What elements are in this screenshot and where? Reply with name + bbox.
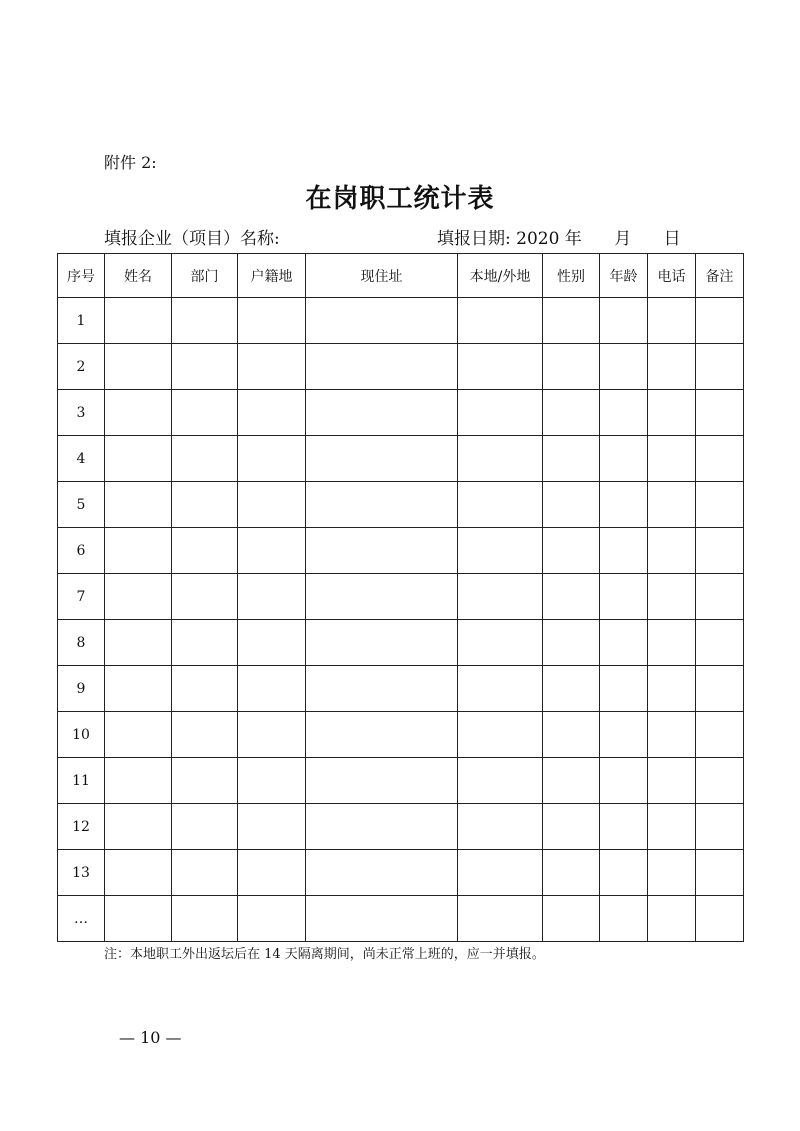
empty-cell xyxy=(696,344,744,390)
empty-cell xyxy=(543,574,600,620)
empty-cell xyxy=(600,712,648,758)
empty-cell xyxy=(306,850,458,896)
empty-cell xyxy=(105,436,172,482)
row-number: 1 xyxy=(58,298,105,344)
empty-cell xyxy=(238,896,306,942)
empty-cell xyxy=(648,896,696,942)
empty-cell xyxy=(238,482,306,528)
empty-cell xyxy=(306,620,458,666)
table-row xyxy=(58,528,744,574)
empty-cell xyxy=(458,574,543,620)
row-number: 3 xyxy=(58,390,105,436)
empty-cell xyxy=(648,298,696,344)
empty-cell xyxy=(600,528,648,574)
header-phone: 电话 xyxy=(648,254,696,298)
header-age: 年龄 xyxy=(600,254,648,298)
empty-cell xyxy=(238,390,306,436)
empty-cell xyxy=(105,758,172,804)
empty-cell xyxy=(648,758,696,804)
table-row xyxy=(58,574,744,620)
table-row xyxy=(58,758,744,804)
table-header-row xyxy=(58,254,744,298)
empty-cell xyxy=(648,712,696,758)
empty-cell xyxy=(172,620,238,666)
empty-cell xyxy=(648,620,696,666)
empty-cell xyxy=(543,850,600,896)
header-department: 部门 xyxy=(172,254,238,298)
row-number: 7 xyxy=(58,574,105,620)
header-name: 姓名 xyxy=(105,254,172,298)
empty-cell xyxy=(696,758,744,804)
empty-cell xyxy=(648,344,696,390)
empty-cell xyxy=(105,712,172,758)
empty-cell xyxy=(543,528,600,574)
empty-cell xyxy=(543,804,600,850)
header-household-registration: 户籍地 xyxy=(238,254,306,298)
empty-cell xyxy=(458,804,543,850)
empty-cell xyxy=(238,620,306,666)
attachment-label: 附件 2: xyxy=(104,153,157,172)
empty-cell xyxy=(696,712,744,758)
row-number: 9 xyxy=(58,666,105,712)
header-current-address: 现住址 xyxy=(306,254,458,298)
empty-cell xyxy=(105,804,172,850)
empty-cell xyxy=(306,758,458,804)
empty-cell xyxy=(696,850,744,896)
empty-cell xyxy=(458,390,543,436)
empty-cell xyxy=(648,436,696,482)
header-remarks: 备注 xyxy=(696,254,744,298)
empty-cell xyxy=(238,804,306,850)
staff-statistics-table xyxy=(57,253,744,942)
empty-cell xyxy=(172,528,238,574)
empty-cell xyxy=(648,804,696,850)
empty-cell xyxy=(458,298,543,344)
empty-cell xyxy=(696,620,744,666)
row-number: 4 xyxy=(58,436,105,482)
empty-cell xyxy=(543,620,600,666)
empty-cell xyxy=(172,666,238,712)
header-gender: 性别 xyxy=(543,254,600,298)
empty-cell xyxy=(543,298,600,344)
empty-cell xyxy=(543,436,600,482)
empty-cell xyxy=(648,390,696,436)
empty-cell xyxy=(105,390,172,436)
empty-cell xyxy=(105,850,172,896)
row-number: 6 xyxy=(58,528,105,574)
empty-cell xyxy=(600,620,648,666)
empty-cell xyxy=(306,712,458,758)
empty-cell xyxy=(600,574,648,620)
empty-cell xyxy=(543,712,600,758)
empty-cell xyxy=(306,574,458,620)
empty-cell xyxy=(172,390,238,436)
empty-cell xyxy=(238,436,306,482)
empty-cell xyxy=(696,436,744,482)
empty-cell xyxy=(648,850,696,896)
table-row xyxy=(58,436,744,482)
empty-cell xyxy=(105,896,172,942)
empty-cell xyxy=(172,712,238,758)
empty-cell xyxy=(105,620,172,666)
page-number: — 10 — xyxy=(119,1028,182,1047)
empty-cell xyxy=(648,574,696,620)
empty-cell xyxy=(306,344,458,390)
empty-cell xyxy=(105,482,172,528)
empty-cell xyxy=(458,482,543,528)
empty-cell xyxy=(600,344,648,390)
empty-cell xyxy=(696,574,744,620)
empty-cell xyxy=(696,666,744,712)
table-row xyxy=(58,344,744,390)
empty-cell xyxy=(172,896,238,942)
empty-cell xyxy=(696,482,744,528)
empty-cell xyxy=(543,666,600,712)
empty-cell xyxy=(306,528,458,574)
table-row xyxy=(58,804,744,850)
empty-cell xyxy=(458,528,543,574)
empty-cell xyxy=(458,620,543,666)
empty-cell xyxy=(238,758,306,804)
row-number: 2 xyxy=(58,344,105,390)
empty-cell xyxy=(306,896,458,942)
empty-cell xyxy=(600,666,648,712)
empty-cell xyxy=(172,850,238,896)
empty-cell xyxy=(172,758,238,804)
empty-cell xyxy=(238,344,306,390)
empty-cell xyxy=(105,666,172,712)
empty-cell xyxy=(600,298,648,344)
empty-cell xyxy=(648,528,696,574)
header-local-or-nonlocal: 本地/外地 xyxy=(458,254,543,298)
empty-cell xyxy=(172,482,238,528)
row-number: 8 xyxy=(58,620,105,666)
empty-cell xyxy=(543,344,600,390)
empty-cell xyxy=(172,436,238,482)
empty-cell xyxy=(306,804,458,850)
empty-cell xyxy=(105,574,172,620)
empty-cell xyxy=(600,850,648,896)
empty-cell xyxy=(648,666,696,712)
empty-cell xyxy=(600,390,648,436)
empty-cell xyxy=(306,390,458,436)
empty-cell xyxy=(172,344,238,390)
table-row xyxy=(58,666,744,712)
empty-cell xyxy=(458,850,543,896)
empty-cell xyxy=(600,436,648,482)
footnote: 注：本地职工外出返坛后在 14 天隔离期间，尚未正常上班的，应一并填报。 xyxy=(104,947,545,962)
empty-cell xyxy=(306,436,458,482)
empty-cell xyxy=(600,758,648,804)
report-date-label: 填报日期: 2020 年 月 日 xyxy=(437,229,681,249)
table-row xyxy=(58,298,744,344)
empty-cell xyxy=(458,896,543,942)
empty-cell xyxy=(458,712,543,758)
empty-cell xyxy=(306,482,458,528)
empty-cell xyxy=(105,528,172,574)
empty-cell xyxy=(306,298,458,344)
empty-cell xyxy=(105,344,172,390)
empty-cell xyxy=(105,298,172,344)
empty-cell xyxy=(458,758,543,804)
empty-cell xyxy=(238,712,306,758)
empty-cell xyxy=(600,804,648,850)
table-row xyxy=(58,896,744,942)
empty-cell xyxy=(696,804,744,850)
empty-cell xyxy=(648,482,696,528)
empty-cell xyxy=(306,666,458,712)
table-row xyxy=(58,482,744,528)
empty-cell xyxy=(172,574,238,620)
empty-cell xyxy=(696,298,744,344)
row-number: 10 xyxy=(58,712,105,758)
empty-cell xyxy=(458,666,543,712)
empty-cell xyxy=(458,344,543,390)
empty-cell xyxy=(172,298,238,344)
page-title: 在岗职工统计表 xyxy=(305,184,495,214)
empty-cell xyxy=(458,436,543,482)
company-name-label: 填报企业（项目）名称: xyxy=(104,229,280,249)
empty-cell xyxy=(543,758,600,804)
row-number: 5 xyxy=(58,482,105,528)
table-row xyxy=(58,850,744,896)
row-number: 13 xyxy=(58,850,105,896)
header-serial: 序号 xyxy=(58,254,105,298)
empty-cell xyxy=(238,574,306,620)
empty-cell xyxy=(600,896,648,942)
empty-cell xyxy=(543,896,600,942)
empty-cell xyxy=(696,390,744,436)
empty-cell xyxy=(696,528,744,574)
table-row xyxy=(58,712,744,758)
empty-cell xyxy=(543,390,600,436)
row-number: 12 xyxy=(58,804,105,850)
table-row xyxy=(58,390,744,436)
empty-cell xyxy=(600,482,648,528)
table-row xyxy=(58,620,744,666)
row-number: 11 xyxy=(58,758,105,804)
empty-cell xyxy=(543,482,600,528)
empty-cell xyxy=(238,666,306,712)
empty-cell xyxy=(238,850,306,896)
empty-cell xyxy=(238,298,306,344)
empty-cell xyxy=(238,528,306,574)
empty-cell xyxy=(172,804,238,850)
empty-cell xyxy=(696,896,744,942)
row-number: … xyxy=(58,896,105,942)
